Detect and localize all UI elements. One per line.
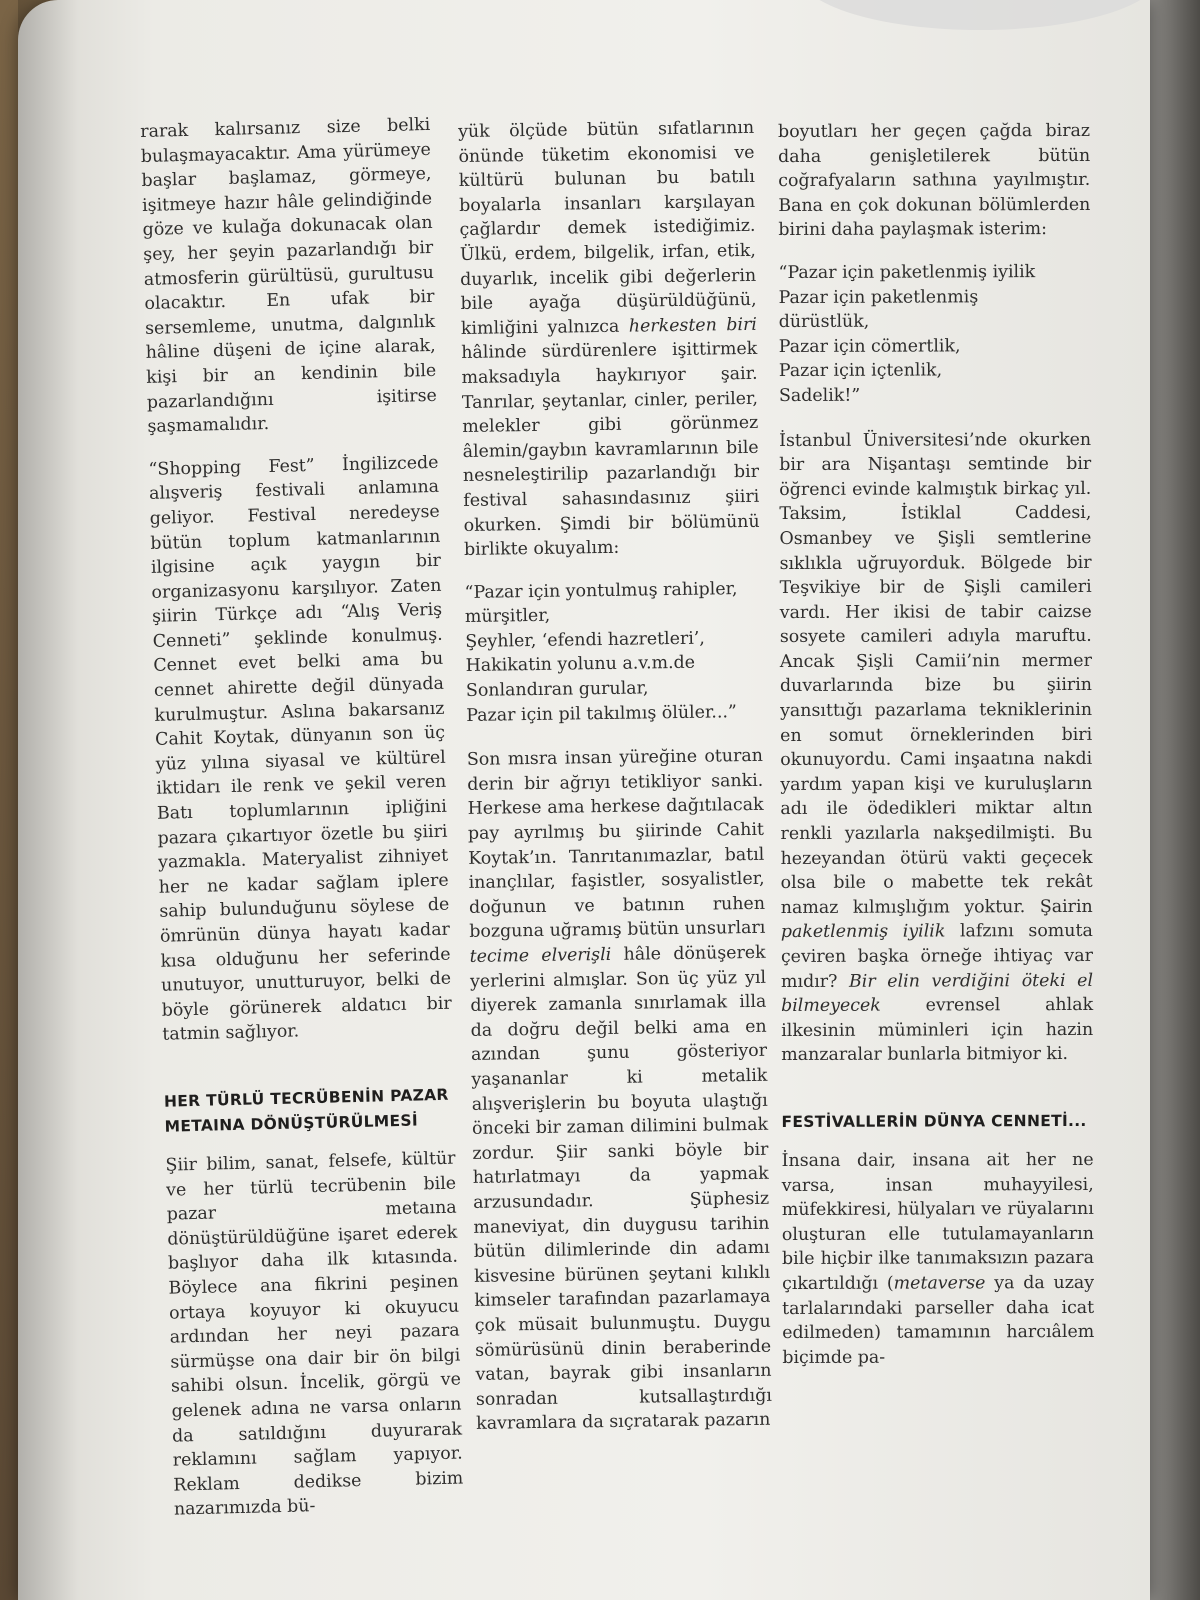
paragraph: yük ölçüde bütün sıfatlarının önünde tüketim ekonomisi ve kültürü bulunan bu batılı boyalarla insanları karşılayan çağlardır demek istediğimiz. Ülkü, erdem, bilgelik, irfan, etik, duyarlık, incelik gibi değerlerin bile ayağa düşürüldüğünü, kimliğini yalnızca herkesten biri hâlinde sürdürenlere işittirmek maksadıyla haykırıyor şair. Tanrılar, şeytanlar, cinler, periler, melekler gibi görünmez âlemin/gaybın kavramlarının bile nesneleştirilip pazarlandığı bir festival sahasındasınız şiiri okurken. Şimdi bir bölümünü birlikte okuyalım: — [458, 117, 760, 561]
paragraph: rarak kalırsanız size belki bulaşmayacaktır. Ama yürümeye başlar başlamaz, görmeye, işitmeye hazır hâle gelindiğinde göze ve kulağa dokunacak olan şey, her şeyin pazarlandığı bir atmosferin gürültüsü, gurultusu olacaktır. En ufak bir sersemleme, unutma, dalgınlık hâline düşeni de içine alarak, kişi bir an kendinin bile pazarlandığını işitirse şaşmamalıdır. — [140, 114, 438, 438]
poem-line: Şeyhler, ‘efendi hazretleri’, — [465, 628, 706, 652]
poem-quote — [464, 577, 762, 729]
poem-line: dürüstlük, — [778, 311, 870, 333]
poem-line: Pazar için cömertlik, — [778, 336, 961, 357]
paragraph: İnsana dair, insana ait her ne varsa, insan muhayyilesi, müfekkiresi, hülyaları ve rüyalarını oluşturan elle tutulamayanların bile hiçbir ilke tanımaksızın pazara çıkartıldığı (metaverse ya da uzay tarlalarındaki parseller daha icat edilmeden) tamamının harcıâlem biçimde pa- — [781, 1149, 1095, 1368]
page-gutter-shadow — [18, 0, 78, 1600]
poem-line: Sonlandıran gurular, — [465, 678, 649, 702]
paragraph: boyutları her geçen çağda biraz daha genişletilerek bütün coğrafyaların sathına yayılmıştır. Bana en çok dokunan bölümlerden birini daha paylaşmak isterim: — [778, 120, 1091, 241]
section-heading: HER TÜRLÜ TECRÜBENİN PAZAR METAINA DÖNÜŞTÜRÜLMESİ — [163, 1085, 449, 1136]
poem-line: Sadelik!” — [778, 385, 861, 406]
paragraph: İstanbul Üniversitesi’nde okurken bir ara Nişantaşı semtinde bir öğrenci evinde kalmıştık birkaç yıl. Taksim, İstiklal Caddesi, Osmanbey ve Şişli semtlerine sıklıkla uğruyorduk. Bölgede bir Teşvikiye bir de Şişli camileri vardı. Her ikisi de tabir caizse sosyete camileri adıyla maruftu. Ancak Şişli Camii’nin mermer duvarlarında bize bu şiirin yansıttığı pazarlama tekniklerinin en somut örneklerinden biri okunuyordu. Cami inşaatına nakdi yardım yapan kişi ve kuruluşların adı ile ödedikleri miktar altın renkli yazılarla nakşedilmişti. Bu hezeyandan ötürü vakti geçecek olsa bile o mabette tek rekât namaz kılmışlığım yoktur. Şairin paketlenmiş iyilik lafzını somuta çeviren başka örneğe ihtiyaç var mıdır? Bir elin verdiğini öteki el bilmeyecek evrensel ahlak ilkesinin müminleri için hazin manzaralar bunlarla bitmiyor ki. — [779, 429, 1094, 1066]
poem-line: Hakikatin yolunu a.v.m.de — [465, 653, 696, 677]
paragraph: Son mısra insan yüreğine oturan derin bir ağrıyı tetikliyor sanki. Herkese ama herkese dağıtılacak pay ayrılmış bu şiirinde Cahit Koytak’ın. Tanrıtanımazlar, batıl inançlılar, faşistler, sosyalistler, doğunun ve batının ruhen bozguna uğramış bütün unsurları tecime elverişli hâle dönüşerek yerlerini almışlar. Son üç yüz yıl diyerek zamanla sınırlamak illa da doğru değil belki ama en azından şunu gösteriyor yaşananlar ki metalik alışverişlerin bu boyuta ulaştığı önceki bir zaman dilimini bulmak zordur. Şiir sanki böyle bir hatırlatmayı da yapmak arzusundadır. Şüphesiz maneviyat, din duygusu tarihin bütün dilimlerinde din adamı kisvesine bürünen şeytani kılıklı kimseler tarafından pazarlamaya çok müsait bulunmuştu. Duygu sömürüsünü dinin beraberinde vatan, bayrak gibi insanların sonradan kutsallaştırdığı kavramlara da sıçratarak pazarın — [466, 746, 772, 1435]
poem-quote — [778, 260, 1091, 409]
column-left — [140, 113, 465, 1541]
poem-line: “Pazar için paketlenmiş iyilik — [778, 262, 1036, 283]
paragraph: Şiir bilim, sanat, felsefe, kültür ve her türlü tecrübenin bile pazar metaına dönüştürüldüğüne işaret ederek başlıyor daha ilk kıtasında. Böylece ana fikrini peşinen ortaya koyuyor ki okuyucu ardından her neyi pazara sürmüşse ona dair bir ön bilgi sahibi olsun. İncelik, görgü ve gelenek adına ne varsa onların da satıldığını duyurarak reklamını sağlam yapıyor. Reklam dedikse bizim nazarımızda bü- — [165, 1148, 464, 1520]
poem-line: Pazar için paketlenmiş — [778, 286, 979, 308]
paragraph: “Shopping Fest” İngilizcede alışveriş festivali anlamına geliyor. Festival neredeyse bütün toplum katmanlarının ilgisine açık yaygın bir organizasyonu karşılıyor. Zaten şiirin Türkçe adı “Alış Veriş Cenneti” şeklinde konulmuş. Cennet evet belki ama bu cennet ahirette değil dünyada kurulmuştur. Aslına bakarsanız Cahit Koytak, dünyanın son üç yüz yılına siyasal ve kültürel iktidarı ile renk ve şekil veren Batı toplumlarının ipliğini pazara çıkartıyor özetle bu şiiri yazmakla. Materyalist zihniyet her ne kadar sağlam iplere sahip bulunduğunu söylese de ömrünün dünya hayatı kadar kısa olduğunu her seferinde unutuyor, unutturuyor, belki de böyle görünerek aldatıcı bir tatmin sağlıyor. — [148, 452, 452, 1046]
poem-line: “Pazar için yontulmuş rahipler, mürşitler, — [464, 578, 738, 628]
poem-line: Pazar için içtenlik, — [778, 360, 943, 382]
section-heading: FESTİVALLERİN DÜNYA CENNETİ... — [781, 1111, 1087, 1131]
column-right — [778, 119, 1094, 1388]
column-middle — [458, 116, 773, 1455]
poem-line: Pazar için pil takılmış ölüler...” — [466, 701, 737, 726]
